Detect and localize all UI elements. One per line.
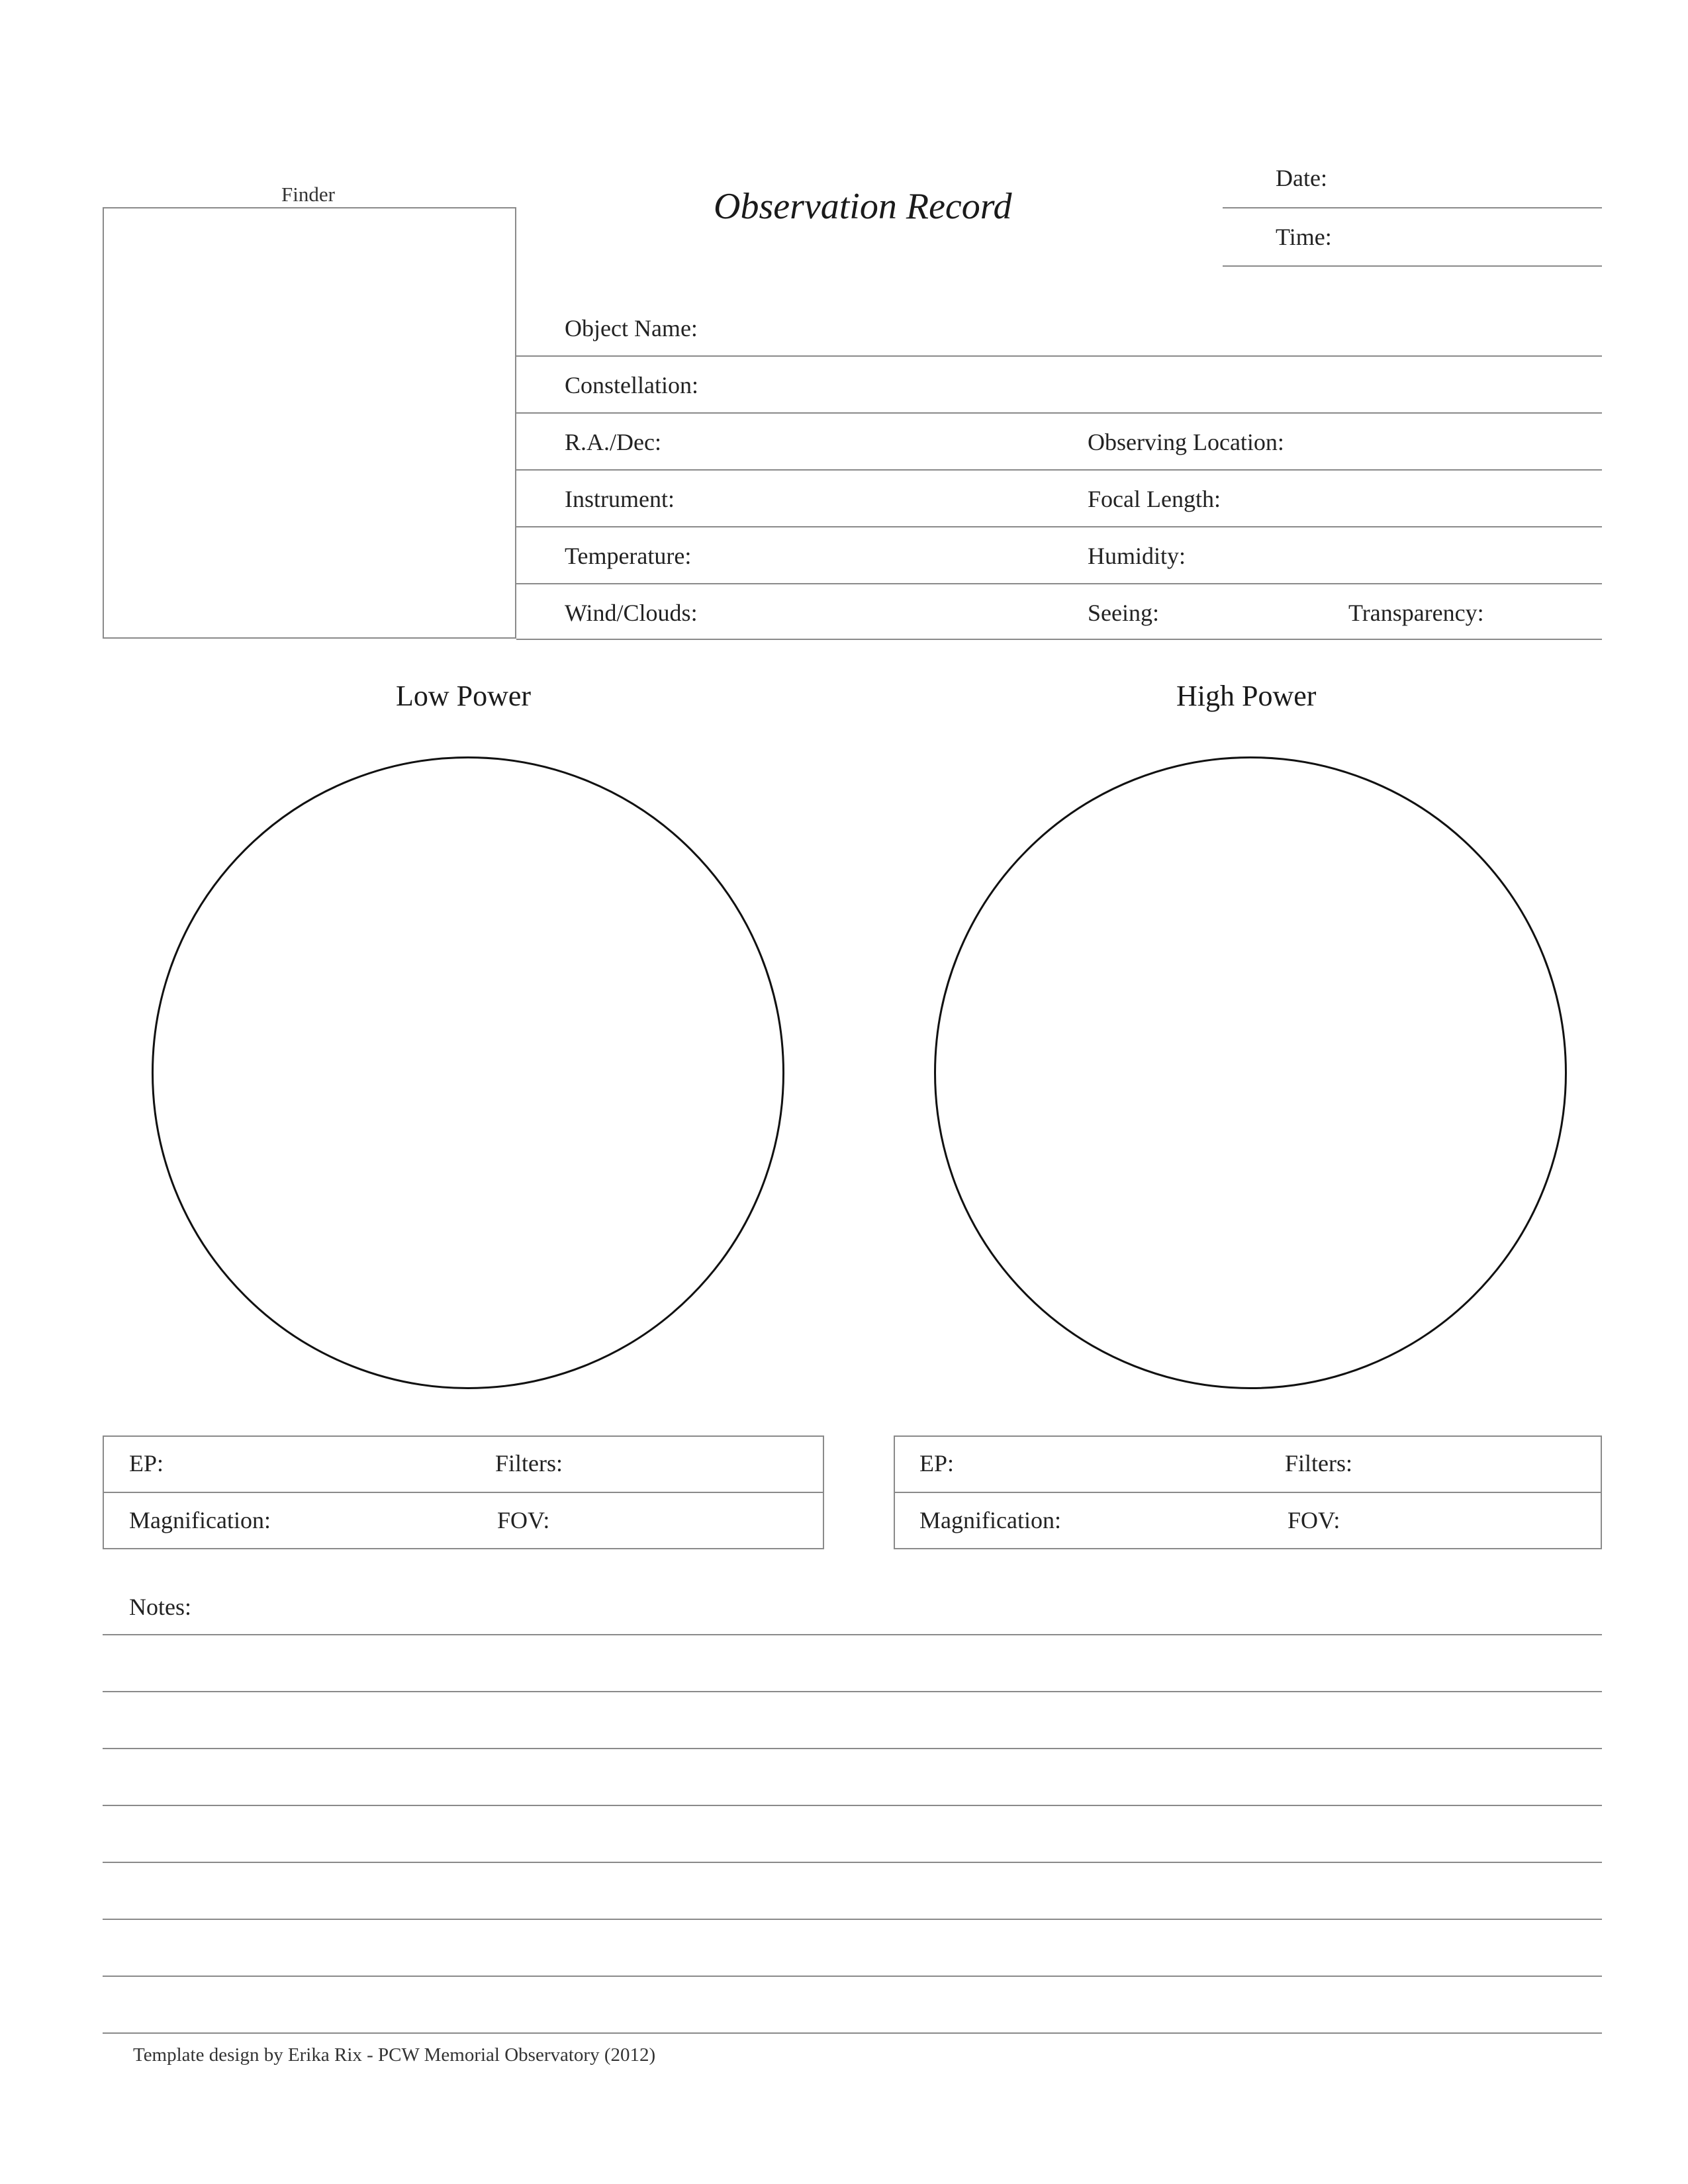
ra-dec-line[interactable] [516,469,1602,471]
low-power-details-divider [103,1492,824,1493]
low-power-fov-label: FOV: [497,1507,550,1533]
wind-clouds-line[interactable] [516,639,1602,640]
notes-line[interactable] [103,1805,1602,1806]
notes-line[interactable] [103,1634,1602,1635]
date-label: Date: [1276,165,1327,191]
high-power-title: High Power [1176,680,1317,712]
wind-clouds-label: Wind/Clouds: [565,600,698,626]
instrument-label: Instrument: [565,486,675,512]
low-power-magnification-label: Magnification: [129,1507,271,1533]
object-name-label: Object Name: [565,315,698,341]
temperature-label: Temperature: [565,543,692,569]
notes-line[interactable] [103,1976,1602,1977]
low-power-title: Low Power [396,680,532,712]
high-power-filters-label: Filters: [1285,1450,1353,1477]
low-power-ep-label: EP: [129,1450,164,1477]
notes-line[interactable] [103,1862,1602,1863]
time-line[interactable] [1223,265,1602,267]
page-title: Observation Record [714,186,1012,227]
notes-line[interactable] [103,1691,1602,1692]
focal-length-label: Focal Length: [1088,486,1221,512]
finder-label: Finder [281,183,335,206]
notes-line[interactable] [103,1919,1602,1920]
constellation-line[interactable] [516,412,1602,414]
ra-dec-label: R.A./Dec: [565,429,661,455]
high-power-eyepiece-circle[interactable] [934,756,1567,1389]
high-power-ep-label: EP: [919,1450,955,1477]
footer-credit: Template design by Erika Rix - PCW Memorial Observatory (2012) [133,2044,656,2066]
observing-location-label: Observing Location: [1088,429,1284,455]
notes-line[interactable] [103,2032,1602,2034]
low-power-eyepiece-circle[interactable] [152,756,784,1389]
time-label: Time: [1276,224,1332,250]
humidity-label: Humidity: [1088,543,1186,569]
high-power-magnification-label: Magnification: [919,1507,1061,1533]
high-power-fov-label: FOV: [1288,1507,1340,1533]
notes-line[interactable] [103,1748,1602,1749]
notes-label: Notes: [129,1594,191,1620]
object-name-line[interactable] [516,355,1602,357]
low-power-filters-label: Filters: [495,1450,563,1477]
finder-box[interactable] [103,207,516,639]
high-power-details-divider [894,1492,1602,1493]
constellation-label: Constellation: [565,372,698,398]
date-line[interactable] [1223,207,1602,208]
transparency-label: Transparency: [1348,600,1484,626]
temperature-line[interactable] [516,583,1602,584]
seeing-label: Seeing: [1088,600,1159,626]
instrument-line[interactable] [516,526,1602,527]
